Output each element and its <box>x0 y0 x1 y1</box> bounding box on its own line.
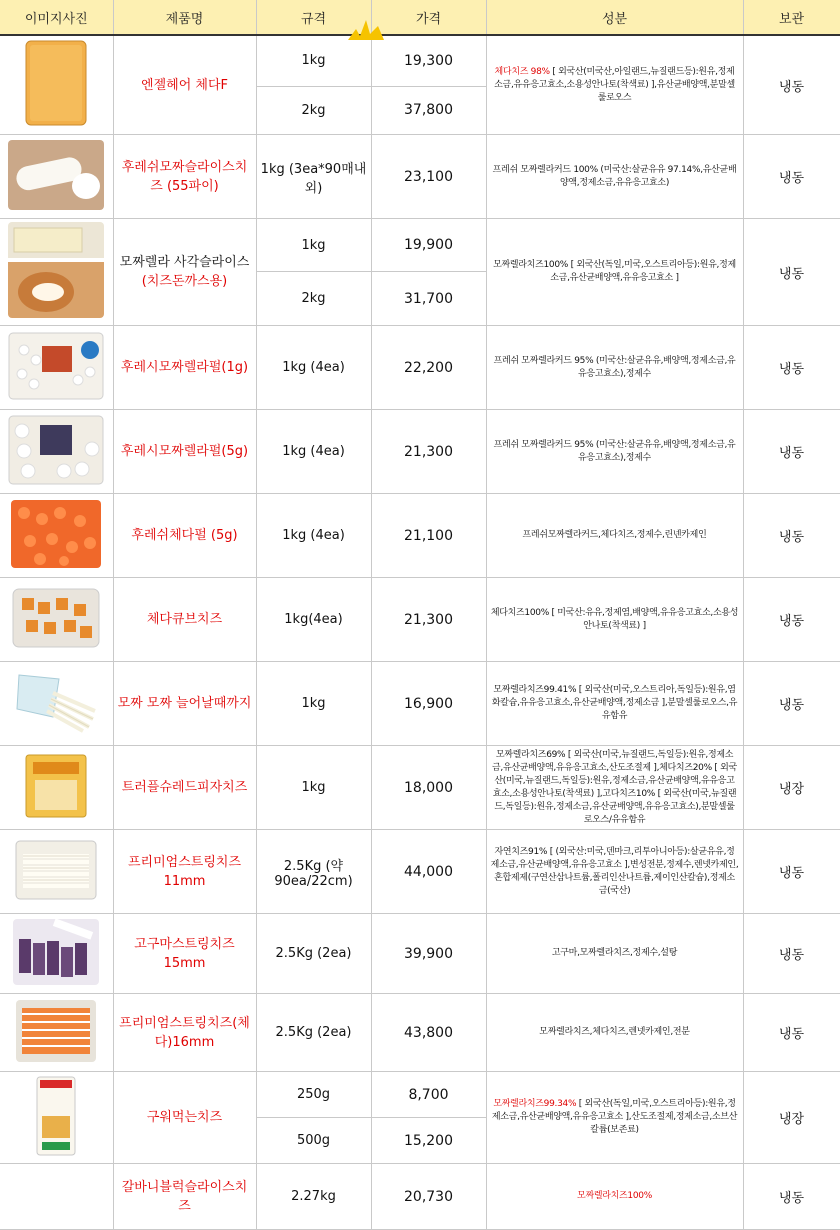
product-image-cell <box>0 830 113 914</box>
product-price: 20,730 <box>371 1164 486 1230</box>
product-price: 21,300 <box>371 578 486 662</box>
product-price: 16,900 <box>371 662 486 746</box>
product-image-cell <box>0 135 113 219</box>
product-spec: 1kg(4ea) <box>256 578 371 662</box>
product-ingredients: 모짜렐라치즈69% [ 외국산(미국,뉴질랜드,독일등):원유,정제소금,유산균배양액,유유응고효소,산도조절제 ],체다치즈20% [ 외국산(미국,뉴질랜드,독일등):원유,정제소금,유산균배양액,유유응고효소,소용성안나토(착색료) ],고다치즈10% [ 외국산(미국,뉴질랜드,독일등):원유,정제소금,유산균배양액,유유응고효소),분말셀룰로오스/유유함유 <box>486 746 743 830</box>
product-image-cell <box>0 1164 113 1230</box>
product-storage: 냉장 <box>743 1072 840 1164</box>
product-storage: 냉동 <box>743 662 840 746</box>
product-storage: 냉동 <box>743 1164 840 1230</box>
product-ingredients: 프레쉬 모짜렐라커드 95% (미국산:살균유유,배양액,정제소금,유유응고효소),정제수 <box>486 410 743 494</box>
product-spec: 500g <box>256 1118 371 1164</box>
ingredient-highlight: 체다치즈 98% <box>494 66 550 77</box>
cheese-cutlet-icon <box>8 222 104 318</box>
table-row <box>0 494 840 578</box>
header-price: 가격 <box>371 0 486 35</box>
product-storage: 냉동 <box>743 410 840 494</box>
product-storage: 냉동 <box>743 219 840 326</box>
product-ingredients: 프레쉬 모짜렐라커드 100% (미국산:살균유유 97.14%,유산균배양액,정제소금,유유응고효소) <box>486 135 743 219</box>
header-storage: 보관 <box>743 0 840 35</box>
product-storage: 냉동 <box>743 914 840 994</box>
star-decoration <box>348 20 384 40</box>
product-spec: 2.5Kg (약90ea/22cm) <box>256 830 371 914</box>
ingredient-text: [ 외국산(독일,미국,오스트리아등):원유,정제소금,유산균배양액,유유응고효소 ],산도조절제,정제소금,소브산칼륨(보존료) <box>491 1099 738 1135</box>
product-price: 8,700 <box>371 1072 486 1118</box>
product-spec: 2kg <box>256 272 371 326</box>
product-name: 후레시모짜렐라펄(5g) <box>113 410 256 494</box>
product-price: 43,800 <box>371 994 486 1072</box>
product-storage: 냉동 <box>743 578 840 662</box>
table-row <box>0 994 840 1072</box>
product-spec: 2.5Kg (2ea) <box>256 994 371 1072</box>
table-row <box>0 1164 840 1230</box>
product-price: 21,300 <box>371 410 486 494</box>
table-row <box>0 746 840 830</box>
table-row <box>0 914 840 994</box>
product-spec: 2.27kg <box>256 1164 371 1230</box>
product-image-cell <box>0 410 113 494</box>
ingredient-highlight: 모짜렐라치즈99.34% <box>493 1099 577 1109</box>
cheddar-string-icon <box>16 1000 96 1062</box>
product-storage: 냉동 <box>743 326 840 410</box>
header-name: 제품명 <box>113 0 256 35</box>
product-ingredients <box>486 35 743 135</box>
product-spec: 1kg <box>256 35 371 86</box>
product-name: 트러플슈레드피자치즈 <box>113 746 256 830</box>
product-image-cell <box>0 578 113 662</box>
product-spec: 1kg (4ea) <box>256 326 371 410</box>
ingredient-text: [ 외국산(미국산,아일랜드,뉴질랜드등):원유,정제소금,유유응고효소,소용성안나토(착색료) ],유산균배양액,분말셀룰로오스 <box>494 66 735 103</box>
product-name: 고구마스트링치즈 15mm <box>113 914 256 994</box>
product-name: 후레쉬모짜슬라이스치즈 (55파이) <box>113 135 256 219</box>
product-storage: 냉동 <box>743 494 840 578</box>
pearl-tray-large-icon <box>8 415 104 485</box>
table-row <box>0 830 840 914</box>
product-price: 15,200 <box>371 1118 486 1164</box>
header-spec: 규격 <box>256 0 371 35</box>
cheddar-pearls-icon <box>10 499 102 569</box>
table-row <box>0 219 840 272</box>
product-image-cell <box>0 494 113 578</box>
product-storage: 냉동 <box>743 35 840 135</box>
product-ingredients: 모짜렐라치즈100% [ 외국산(독일,미국,오스트리아등):원유,정제소금,유산균배양액,유유응고효소 ] <box>486 219 743 326</box>
product-name: 프리미엄스트링치즈 11mm <box>113 830 256 914</box>
table-row <box>0 662 840 746</box>
table-row <box>0 326 840 410</box>
product-spec: 250g <box>256 1072 371 1118</box>
product-name-note: (치즈돈까스용) <box>141 274 228 289</box>
table-row <box>0 135 840 219</box>
mozzarella-log-icon <box>8 140 104 210</box>
cheddar-cubes-icon <box>12 588 100 648</box>
product-price: 44,000 <box>371 830 486 914</box>
product-image-cell <box>0 746 113 830</box>
product-storage: 냉동 <box>743 135 840 219</box>
product-spec: 1kg (4ea) <box>256 494 371 578</box>
product-storage: 냉동 <box>743 830 840 914</box>
product-spec: 1kg <box>256 746 371 830</box>
header-ingredients: 성분 <box>486 0 743 35</box>
cheese-bag-icon <box>24 39 88 127</box>
product-image-cell <box>0 326 113 410</box>
product-ingredients: 프레쉬모짜렐라커드,체다치즈,정제수,린넨카제인 <box>486 494 743 578</box>
product-image-cell <box>0 994 113 1072</box>
product-spec: 2.5Kg (2ea) <box>256 914 371 994</box>
product-image-cell <box>0 219 113 326</box>
product-ingredients <box>486 1072 743 1164</box>
product-image-cell <box>0 914 113 994</box>
product-storage: 냉동 <box>743 994 840 1072</box>
sweet-potato-string-icon <box>13 919 99 985</box>
product-image-cell <box>0 35 113 135</box>
product-ingredients: 모짜렐라치즈99.41% [ 외국산(미국,오스트리아,독일등):원유,염화칼슘,유유응고효소,유산균배양액,정제소금 ],분말셀룰로오스,유유함유 <box>486 662 743 746</box>
product-price: 39,900 <box>371 914 486 994</box>
pizza-cheese-bag-icon <box>25 754 87 818</box>
product-price: 18,000 <box>371 746 486 830</box>
product-ingredients: 프레쉬 모짜렐라커드 95% (미국산:살균유유,배양액,정제소금,유유응고효소),정제수 <box>486 326 743 410</box>
product-name: 구워먹는치즈 <box>113 1072 256 1164</box>
product-name: 후레쉬체다펄 (5g) <box>113 494 256 578</box>
product-spec: 1kg (4ea) <box>256 410 371 494</box>
product-name: 엔젤헤어 체다F <box>113 35 256 135</box>
product-spec: 1kg (3ea*90매내외) <box>256 135 371 219</box>
product-price: 22,200 <box>371 326 486 410</box>
table-row <box>0 1072 840 1118</box>
product-price: 31,700 <box>371 272 486 326</box>
product-price: 19,900 <box>371 219 486 272</box>
product-ingredients: 모짜렐라치즈,체다치즈,렌넷카제인,전분 <box>486 994 743 1072</box>
pearl-tray-icon <box>8 332 104 400</box>
product-price: 37,800 <box>371 86 486 134</box>
product-spec: 1kg <box>256 662 371 746</box>
product-name: 모짜렐라 사각슬라이스 <box>119 255 250 270</box>
header-image: 이미지사진 <box>0 0 113 35</box>
product-name: 모짜 모짜 늘어날때까지 <box>113 662 256 746</box>
string-cheese-icon <box>15 840 97 900</box>
product-price: 23,100 <box>371 135 486 219</box>
product-name-cell <box>113 219 256 326</box>
table-row <box>0 578 840 662</box>
product-image-cell <box>0 1072 113 1164</box>
ingredient-highlight: 모짜렐라치즈100% <box>577 1191 652 1201</box>
product-name: 후레시모짜렐라펄(1g) <box>113 326 256 410</box>
product-price: 21,100 <box>371 494 486 578</box>
shredded-cheese-icon <box>13 669 99 735</box>
product-storage: 냉장 <box>743 746 840 830</box>
table-row <box>0 35 840 86</box>
product-spec: 1kg <box>256 219 371 272</box>
product-ingredients: 고구마,모짜렐라치즈,정제수,설탕 <box>486 914 743 994</box>
product-ingredients <box>486 1164 743 1230</box>
product-price: 19,300 <box>371 35 486 86</box>
header-row <box>0 0 840 35</box>
product-name: 프리미엄스트링치즈(체다)16mm <box>113 994 256 1072</box>
product-name: 갈바니블럭슬라이스치즈 <box>113 1164 256 1230</box>
product-spec: 2kg <box>256 86 371 134</box>
grilling-cheese-pack-icon <box>36 1076 76 1156</box>
table-row <box>0 410 840 494</box>
product-ingredients: 자연치즈91% [ (외국산:미국,덴마크,리투아니아등):살균유유,정제소금,유산균배양액,유유응고효소 ],변성전분,정제수,렌넷카제인,혼합제제(구연산삼나트륨,폴리인산나트륨,제이인산칼슘),정제소금(국산) <box>486 830 743 914</box>
product-image-cell <box>0 662 113 746</box>
product-name: 체다큐브치즈 <box>113 578 256 662</box>
product-ingredients: 체다치즈100% [ 미국산:유유,정제염,배양액,유유응고효소,소용성안나토(착색료) ] <box>486 578 743 662</box>
